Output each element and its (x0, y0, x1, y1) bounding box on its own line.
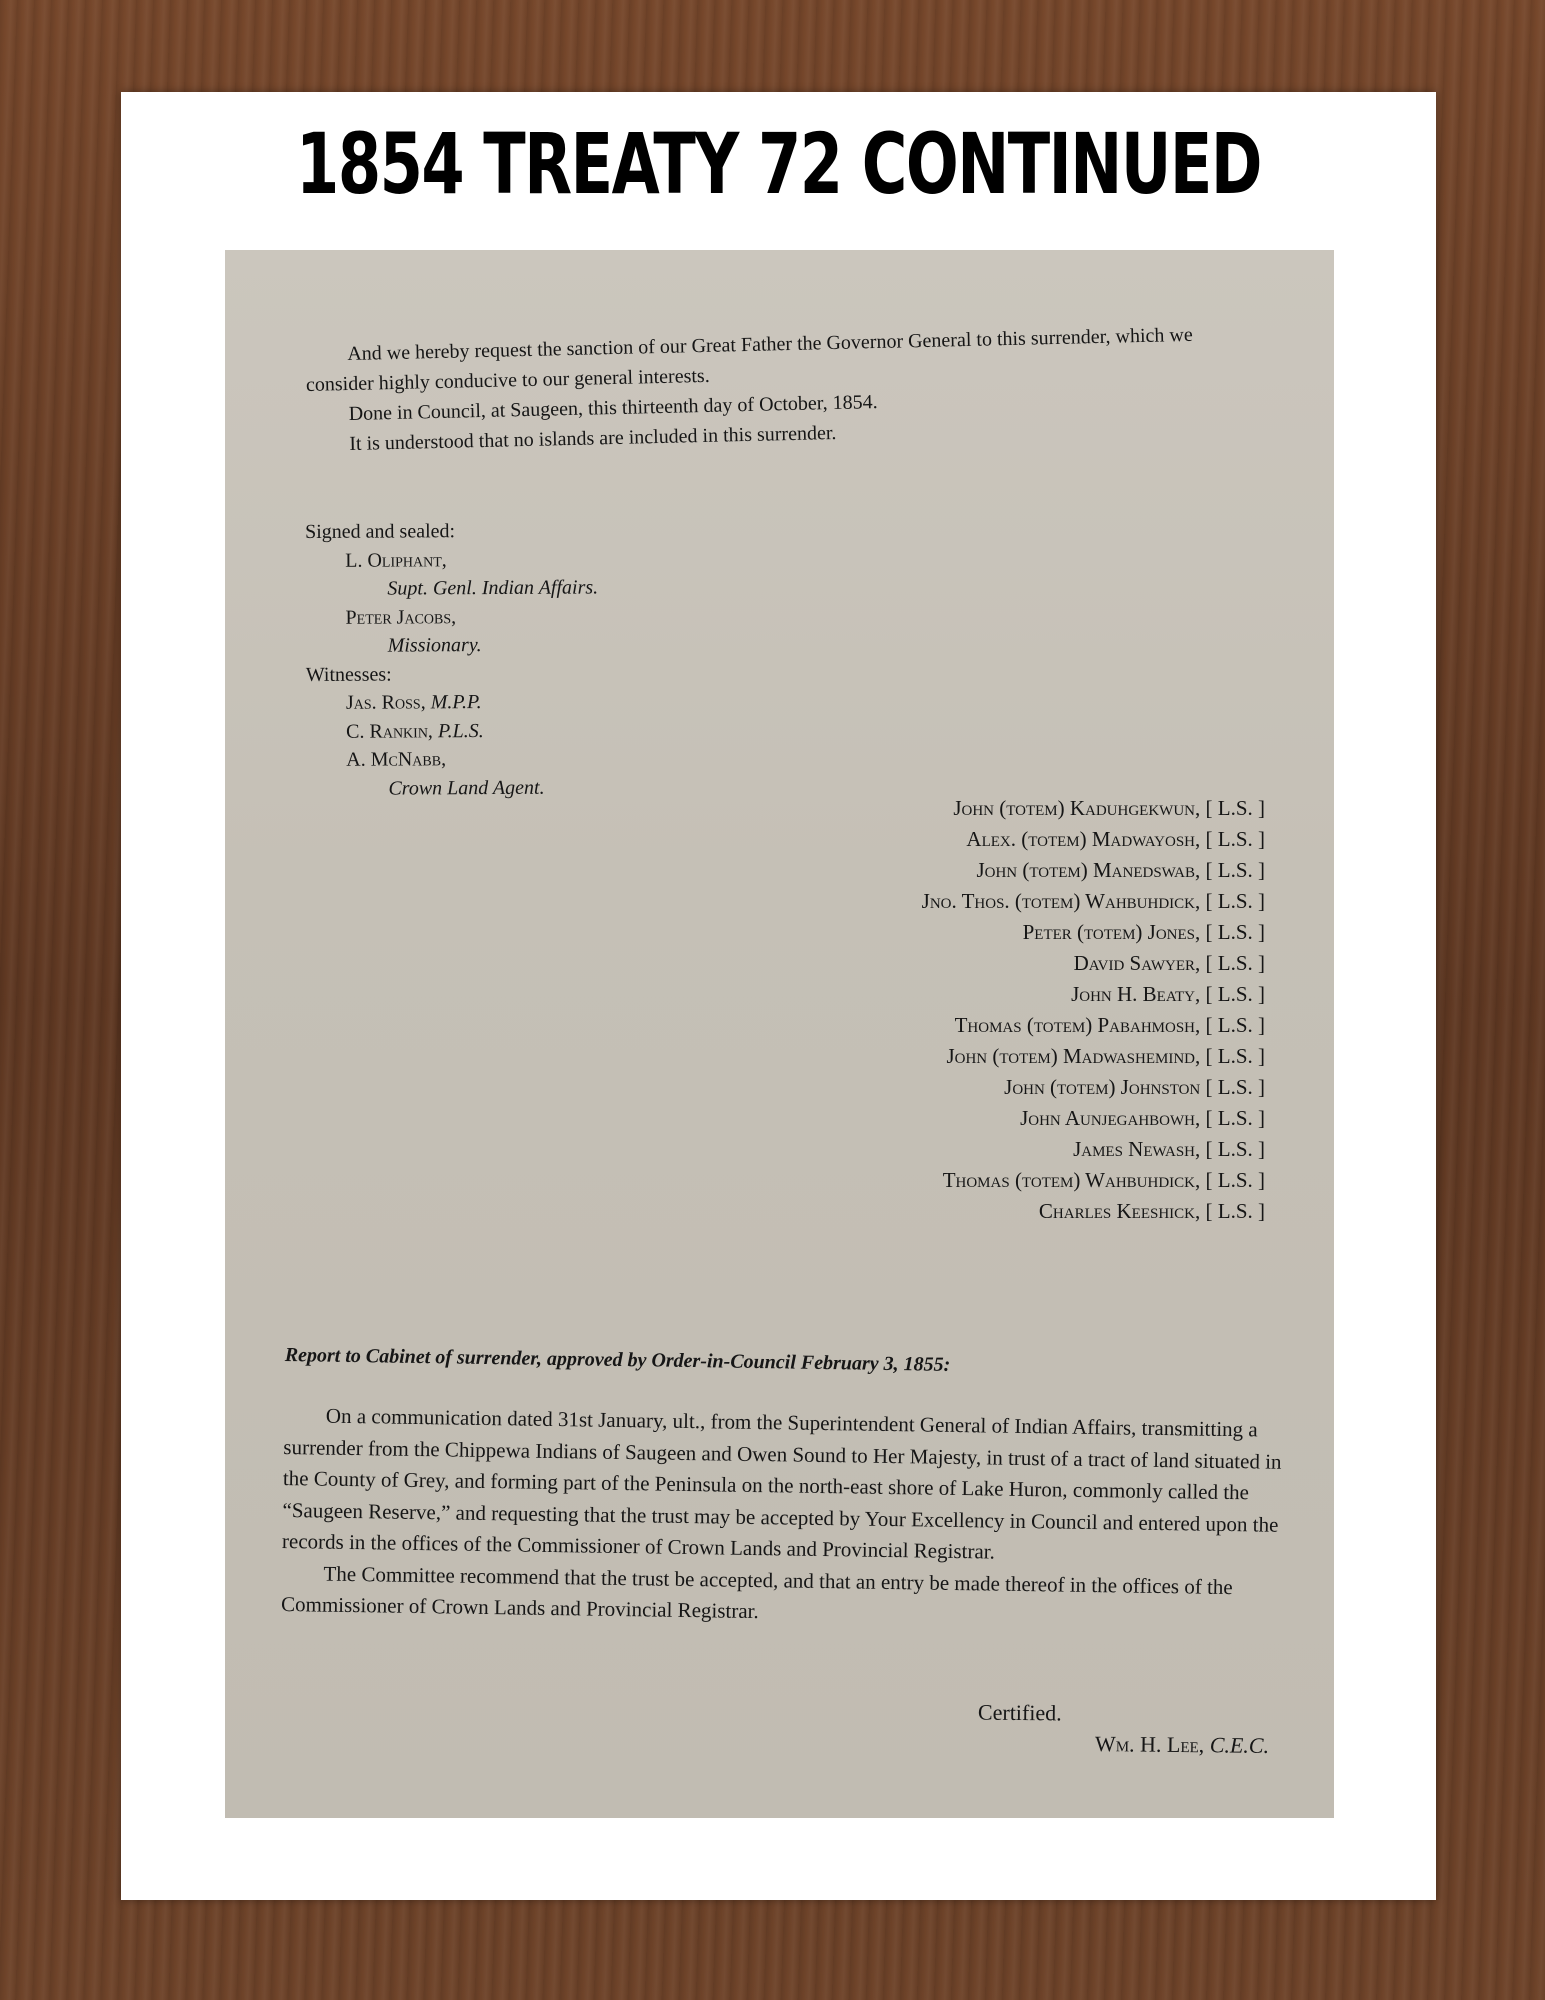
witness-name: C. Rankin, (346, 719, 438, 743)
chief-signature: John (totem) Manedswab, [ L.S. ] (976, 858, 1265, 882)
chief-signature: David Sawyer, [ L.S. ] (1073, 951, 1265, 975)
signed-label: Signed and sealed: (305, 520, 456, 543)
witness-entry (306, 715, 806, 746)
intro-paragraph: And we hereby request the sanction of our Great Father the Governor General to this surrender, which we consider highly conducive to our general interests. (305, 323, 1193, 396)
scanned-page (225, 250, 1334, 1818)
witness-role: M.P.P. (430, 691, 482, 714)
signatory-role: Supt. Genl. Indian Affairs. (387, 576, 599, 600)
signatory-role: Missionary. (387, 634, 482, 657)
signer-line (1095, 1731, 1269, 1759)
signatory-name: L. Oliphant, (345, 548, 447, 572)
report-paragraph: The Committee recommend that the trust be accepted, and that an entry be made thereof in the offices of the Commissioner of Crown Lands and Provincial Registrar. (280, 1561, 1233, 1624)
chief-signature: Alex. (totem) Madwayosh, [ L.S. ] (966, 827, 1265, 851)
witness-entry (306, 743, 806, 774)
chief-signature: Jno. Thos. (totem) Wahbuhdick, [ L.S. ] (921, 889, 1265, 913)
witness-entry (306, 686, 806, 717)
witness-name: A. McNabb, (346, 748, 447, 771)
chief-signature: Thomas (totem) Wahbuhdick, [ L.S. ] (942, 1168, 1265, 1192)
signer-name: Wm. H. Lee, (1094, 1731, 1210, 1758)
certified-label: Certified. (977, 1699, 1062, 1726)
witness-role: Crown Land Agent. (388, 776, 545, 800)
chief-signature: John (totem) Kaduhgekwun, [ L.S. ] (953, 796, 1265, 820)
chief-signature: John (totem) Johnston [ L.S. ] (1004, 1075, 1265, 1099)
intro-paragraph: It is understood that no islands are included in this surrender. (349, 421, 837, 456)
witness-name: Jas. Ross, (345, 691, 431, 714)
chief-signature: Charles Keeshick, [ L.S. ] (1038, 1199, 1265, 1223)
poster-frame (121, 92, 1436, 1900)
chief-signature: James Newash, [ L.S. ] (1073, 1137, 1265, 1161)
witnesses-label: Witnesses: (305, 663, 392, 686)
intro-block (305, 318, 1267, 460)
signatory-name: Peter Jacobs, (345, 605, 457, 629)
intro-paragraph: Done in Council, at Saugeen, this thirteenth day of October, 1854. (348, 391, 878, 426)
signer-title: C.E.C. (1209, 1732, 1270, 1758)
chief-signature: Thomas (totem) Pabahmosh, [ L.S. ] (954, 1013, 1265, 1037)
report-paragraph: On a communication dated 31st January, ult., from the Superintendent General of Indian Affairs, transmitting a surrender from the Chippewa Indians of Saugeen and Owen Sound to Her Majesty, in trust of a tract of land situated in the County of Grey, and forming part of the Peninsula on the north-east shore of Lake Huron, commonly called the “Saugeen Reserve,” and requesting that the trust may be accepted by Your Excellency in Council and entered upon the records in the offices of the Commissioner of Crown Lands and Provincial Registrar. (281, 1403, 1282, 1564)
chief-signature: John H. Beaty, [ L.S. ] (1071, 982, 1265, 1006)
signatures-block (305, 515, 806, 803)
chief-signature: John (totem) Madwashemind, [ L.S. ] (946, 1044, 1265, 1068)
witness-role: P.L.S. (437, 719, 484, 742)
report-heading: Report to Cabinet of surrender, approved by Order-in-Council February 3, 1855: (284, 1343, 951, 1376)
page-title: 1854 TREATY 72 CONTINUED (296, 115, 1261, 213)
chief-signature: Peter (totem) Jones, [ L.S. ] (1022, 920, 1265, 944)
chief-signature: John Aunjegahbowh, [ L.S. ] (1020, 1106, 1265, 1130)
report-section (281, 1340, 1285, 1635)
chiefs-list (645, 793, 1265, 1227)
